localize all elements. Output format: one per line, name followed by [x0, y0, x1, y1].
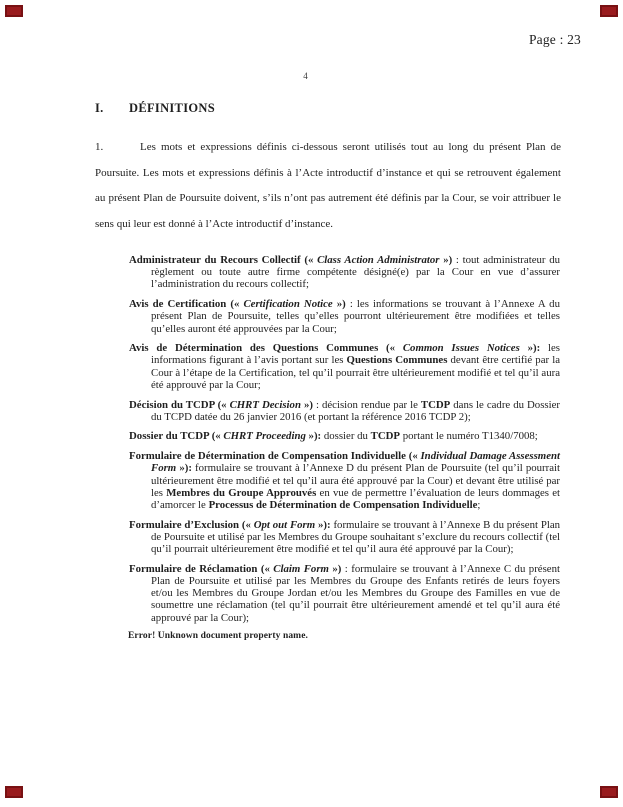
footer-error-text: Error! Unknown document property name. — [128, 631, 308, 641]
corner-mark-top-right — [600, 5, 618, 17]
intro-paragraph-text: Les mots et expressions définis ci-dessous seront utilisés tout au long du présent Plan de Poursuite. Les mots et expressions définis à l’Acte introductif d’instance et qui se retrouvent également au présent Plan de Poursuite doivent, s’ils n’ont pas autrement été définis par la Cour, se voir attribuer le sens qui leur est donné à l’Acte introductif d’instance. — [95, 141, 561, 230]
page-number-label: Page : 23 — [528, 32, 581, 47]
document-body — [95, 101, 561, 631]
definition-item-common-issues-notices: Avis de Détermination des Questions Communes (« Common Issues Notices »): les informations figurant à l’avis portant sur les Questions Communes devant être certifié par la Cour à l’étape de la Certification, tel qu’il pourrait être ultérieurement modifié et tel qu’il aura été approuvé par la Cour; — [129, 342, 560, 391]
definitions-list — [95, 254, 560, 624]
section-heading-numeral: I. — [95, 101, 104, 115]
corner-mark-bottom-left — [5, 786, 23, 798]
definition-item-opt-out-form: Formulaire d’Exclusion (« Opt out Form »): formulaire se trouvant à l’Annexe B du présent Plan de Poursuite et utilisé par les Membres du Groupe souhaitant s’exclure du recours collectif (tel qu’il pourrait ultérieurement être modifié et tel qu’il aura été approuvé par la Cour); — [129, 518, 561, 556]
section-heading-title: DÉFINITIONS — [129, 101, 215, 115]
definition-item-class-action-administrator: Administrateur du Recours Collectif (« Class Action Administrator ») : tout administrateur du règlement ou toute autre firme compétente désigné(e) par la Cour en vue d’assurer l’administration du recours collectif; — [129, 254, 560, 291]
definition-item-certification-notice: Avis de Certification (« Certification Notice ») : les informations se trouvant à l’Annexe A du présent Plan de Poursuite, telles qu’elles pourront ultérieurement être modifiées et telles qu’elles auront été approuvées par la Cour; — [129, 298, 560, 335]
document-inner-page-number: 4 — [303, 71, 308, 81]
paragraph-number: 1. — [95, 141, 104, 153]
definition-item-individual-damage-assessment-form: Formulaire de Détermination de Compensation Individuelle (« Individual Damage Assessment Form »): formulaire se trouvant à l’Annexe D du présent Plan de Poursuite (tel qu’il pourrait ultérieurement être modifié et tel qu’il aura été approuvé par la Cour) et devant être utilisé par les Membres du Groupe Approuvés en vue de permettre l’évaluation de leurs dommages et d’amorcer le Processus de Détermination de Compensation Individuelle; — [129, 450, 560, 511]
corner-mark-top-left — [5, 5, 23, 17]
intro-paragraph — [95, 135, 561, 237]
section-heading — [95, 101, 561, 116]
corner-mark-bottom-right — [600, 786, 618, 798]
definition-item-claim-form: Formulaire de Réclamation (« Claim Form ») : formulaire se trouvant à l’Annexe C du présent Plan de Poursuite et utilisé par les Membres du Groupe des Enfants retirés de leurs foyers et/ou les Membres du Groupe Jordan et/ou les Membres du Groupe des Familles en vue de soumettre une réclamation (tel qu’il pourrait être ultérieurement amendé et tel qu’il aura été approuvé par la Cour); — [129, 562, 560, 624]
definition-item-chrt-proceeding: Dossier du TCDP (« CHRT Proceeding »): dossier du TCDP portant le numéro T1340/7008; — [129, 430, 538, 443]
definition-item-chrt-decision: Décision du TCDP (« CHRT Decision ») : décision rendue par le TCDP dans le cadre du Dossier du TCPD datée du 26 janvier 2016 (et portant la référence 2016 TCDP 2); — [129, 398, 560, 423]
